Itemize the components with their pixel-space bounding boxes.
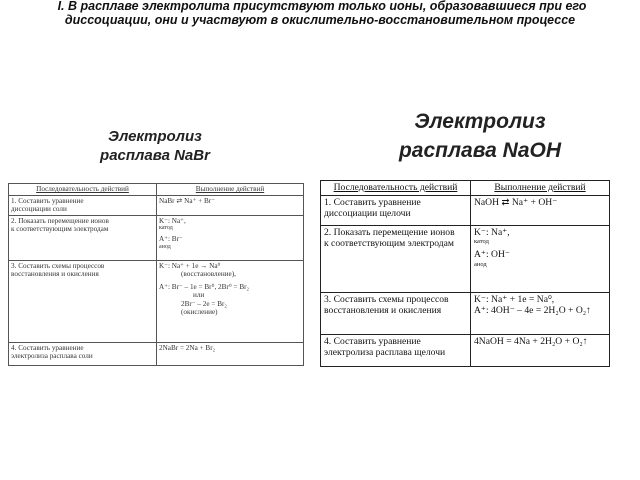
column-header: Выполнение действий [471, 181, 610, 196]
heading-line-1: I. В расплаве электролита присутствуют только ионы, образовавшиеся при его [57, 0, 587, 13]
action-cell [471, 292, 610, 334]
cathode-label: катод [159, 225, 173, 231]
step-text: восстановления и окисления [324, 305, 442, 316]
equation-text: NaBr ⇄ Na⁺ + Br⁻ [159, 196, 215, 205]
action-cell [157, 195, 304, 215]
step-text: диссоциации щелочи [324, 208, 411, 219]
slide-heading [0, 0, 640, 27]
equation-text: 2Br⁻ – 2e = Br₂ [181, 299, 227, 308]
equation-text: 2NaBr = 2Na + Br₂ [159, 343, 216, 352]
step-text: 4. Составить уравнение [11, 343, 84, 352]
equation-text: K⁻: Na⁺ + 1e → Na⁰ [159, 261, 221, 270]
right-title [350, 107, 610, 165]
step-cell [9, 215, 157, 260]
action-cell [157, 260, 304, 342]
cathode-ions: K⁻: Na⁺, [474, 226, 510, 238]
step-text: 3. Составить схемы процессов [324, 293, 449, 305]
process-label: (окисление) [181, 308, 218, 316]
equation-text: A⁺: 4OH⁻ – 4e = 2H₂O + O₂↑ [474, 305, 591, 316]
step-text: к соответствующим электродам [11, 225, 109, 233]
step-text: электролиза расплава щелочи [324, 347, 446, 358]
step-text: 1. Составить уравнение [324, 196, 421, 208]
equation-text: 4NaOH = 4Na + 2H₂O + O₂↑ [474, 335, 588, 347]
left-title-line-2: расплава NaBr [100, 147, 210, 164]
step-text: 2. Показать перемещение ионов [324, 226, 455, 238]
equation-text: K⁻: Na⁺ + 1e = Na⁰, [474, 293, 555, 305]
step-text: 4. Составить уравнение [324, 335, 421, 347]
cathode-ions: K⁻: Na⁺, [159, 216, 186, 225]
action-cell [471, 225, 610, 292]
action-cell [471, 195, 610, 225]
table-row [9, 215, 304, 260]
column-header: Последовательность действий [9, 184, 157, 196]
table-row [321, 292, 610, 334]
action-cell [471, 334, 610, 366]
table-header-row [321, 181, 610, 196]
process-label: (восстановление), [181, 270, 236, 278]
step-cell [9, 342, 157, 365]
table-row [9, 342, 304, 365]
anode-label: анод [474, 260, 487, 268]
step-text: 3. Составить схемы процессов [11, 261, 105, 270]
anode-label: анод [159, 243, 171, 250]
step-cell [321, 225, 471, 292]
step-text: восстановления и окисления [11, 270, 99, 278]
table-row [321, 334, 610, 366]
left-title [70, 127, 240, 165]
step-text: к соответствующим электродам [324, 238, 454, 249]
step-cell [321, 334, 471, 366]
step-text: 2. Показать перемещение ионов [11, 216, 109, 225]
equation-text: A⁺: Br⁻ – 1e = Br⁰, 2Br⁰ = Br₂ [159, 282, 250, 291]
step-cell [321, 195, 471, 225]
step-text: диссоциации соли [11, 205, 67, 213]
step-text: 1. Составить уравнение [11, 196, 84, 205]
table-header-row [9, 184, 304, 196]
step-cell [321, 292, 471, 334]
right-title-line-2: расплава NaOH [398, 139, 562, 162]
action-cell [157, 215, 304, 260]
table-row [321, 225, 610, 292]
equation-text: NaOH ⇄ Na⁺ + OH⁻ [474, 196, 558, 208]
anode-ions: A⁺: Br⁻ [159, 235, 183, 243]
column-header: Выполнение действий [157, 184, 304, 196]
step-cell [9, 260, 157, 342]
heading-line-2: диссоциации, они и участвуют в окислительно-восстановительном процессе [64, 12, 576, 27]
anode-ions: A⁺: OH⁻ [474, 249, 510, 260]
naoh-table [320, 180, 610, 367]
step-cell [9, 195, 157, 215]
right-title-line-1: Электролиз [414, 110, 546, 133]
or-label: или [193, 291, 205, 299]
left-title-line-1: Электролиз [108, 128, 202, 145]
table-row [321, 195, 610, 225]
column-header: Последовательность действий [321, 181, 471, 196]
cathode-label: катод [474, 238, 489, 245]
nabr-table [8, 183, 304, 366]
step-text: электролиза расплава соли [11, 352, 93, 360]
table-row [9, 260, 304, 342]
table-row [9, 195, 304, 215]
action-cell [157, 342, 304, 365]
